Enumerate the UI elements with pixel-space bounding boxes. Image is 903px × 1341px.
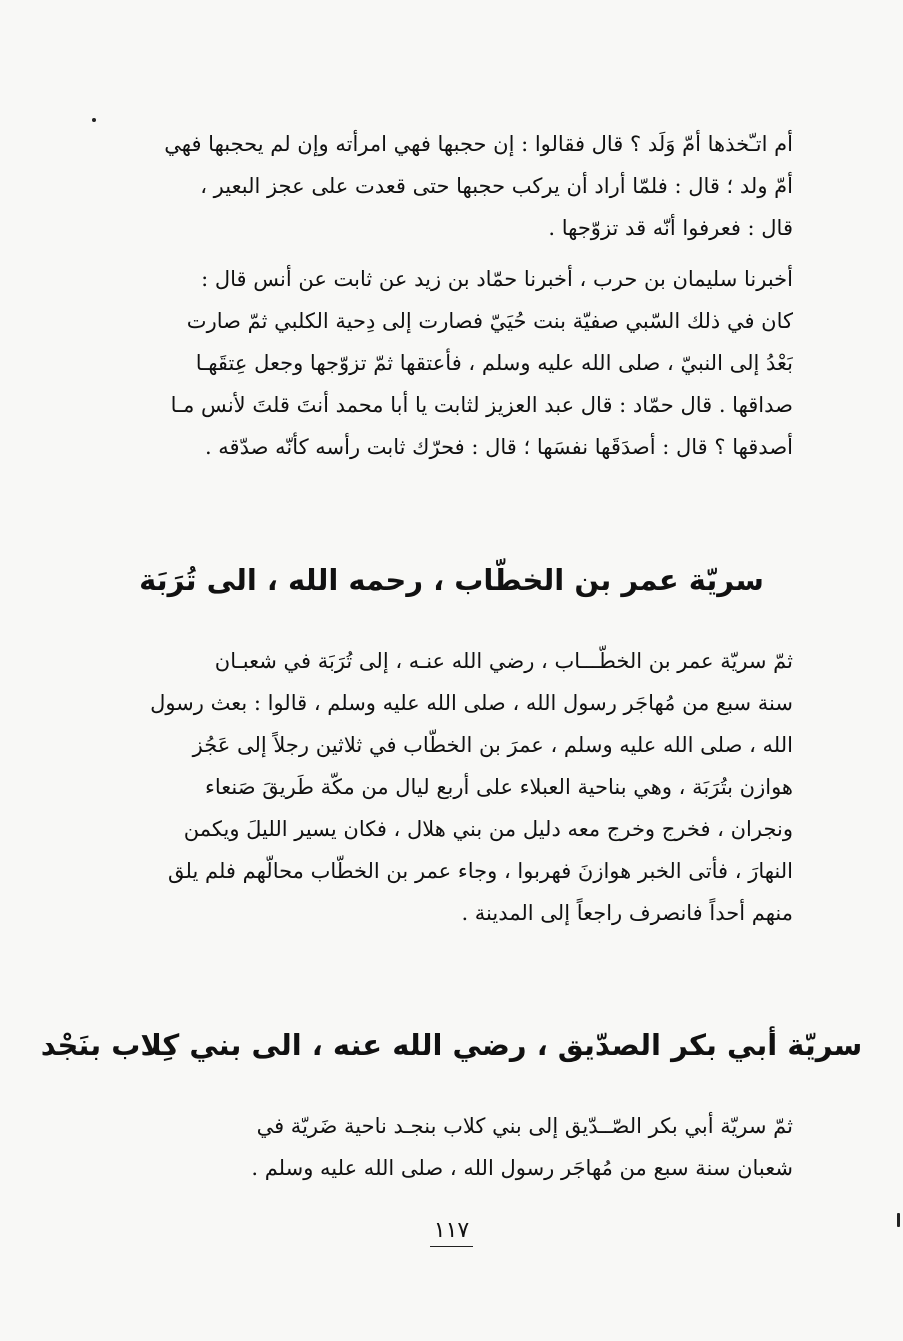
text-line: كان في ذلك السّبي صفيّة بنت حُيَيّ فصارت إلى دِحية الكلبي ثمّ صارت: [186, 309, 793, 333]
text-line: أخبرنا سليمان بن حرب ، أخبرنا حمّاد بن زيد عن ثابت عن أنس قال :: [201, 267, 793, 291]
page-number: [0, 1218, 903, 1247]
paragraph-safiyya: [101, 258, 793, 468]
section-heading-umar: سريّة عمر بن الخطّاب ، رحمه الله ، الى تُرَبَة: [139, 563, 764, 597]
scan-speck: [92, 118, 96, 122]
paragraph-umar-expedition: [101, 640, 793, 934]
scan-speck: [897, 1213, 900, 1227]
text-line: ونجران ، فخرج وخرج معه دليل من بني هلال ، فكان يسير الليلَ ويكمن: [183, 817, 793, 841]
text-line: هوازن بتُرَبَة ، وهي بناحية العبلاء على أربع ليال من مكّة طَريقَ صَنعاء: [205, 775, 793, 799]
text-line: شعبان سنة سبع من مُهاجَر رسول الله ، صلى الله عليه وسلم .: [251, 1156, 793, 1180]
text-line: ثمّ سريّة عمر بن الخطّـــاب ، رضي الله عنـه ، إلى تُرَبَة في شعبـان: [214, 649, 793, 673]
text-line: قال : فعرفوا أنّه قد تزوّجها .: [548, 216, 793, 240]
text-line: أصدقها ؟ قال : أصدَقَها نفسَها ؛ قال : فحرّك ثابت رأسه كأنّه صدّقه .: [204, 435, 793, 459]
text-line: ثمّ سريّة أبي بكر الصّــدّيق إلى بني كلاب بنجـد ناحية ضَريّة في: [256, 1114, 793, 1138]
text-line: النهارَ ، فأتى الخبر هوازنَ فهربوا ، وجاء عمر بن الخطّاب محالّهم فلم يلق: [168, 859, 793, 883]
paragraph-text: [101, 640, 793, 934]
paragraph-continuation: [101, 123, 793, 249]
paragraph-text: [101, 1105, 793, 1189]
paragraph-abu-bakr-expedition: [101, 1105, 793, 1189]
text-line: منهم أحداً فانصرف راجعاً إلى المدينة .: [461, 901, 793, 925]
paragraph-text: [101, 258, 793, 468]
section-heading-abu-bakr: سريّة أبي بكر الصدّيق ، رضي الله عنه ، الى بني كِلاب بنَجْد: [40, 1028, 863, 1062]
page-number-text: ١١٧: [430, 1218, 473, 1247]
text-line: أم اتـّخذها أمّ وَلَد ؟ قال فقالوا : إن حجبها فهي امرأته وإن لم يحجبها فهي: [164, 132, 793, 156]
text-line: صداقها . قال حمّاد : قال عبد العزيز لثابت يا أبا محمد أنتَ قلتَ لأنس مـا: [170, 393, 793, 417]
text-line: سنة سبع من مُهاجَر رسول الله ، صلى الله عليه وسلم ، قالوا : بعث رسول: [150, 691, 793, 715]
text-line: بَعْدُ إلى النبيّ ، صلى الله عليه وسلم ، فأعتقها ثمّ تزوّجها وجعل عِتقَهـا: [195, 351, 793, 375]
paragraph-text: [101, 123, 793, 249]
text-line: أمّ ولد ؛ قال : فلمّا أراد أن يركب حجبها حتى قعدت على عجز البعير ،: [200, 174, 793, 198]
text-line: الله ، صلى الله عليه وسلم ، عمرَ بن الخطّاب في ثلاثين رجلاً إلى عَجُز: [192, 733, 793, 757]
